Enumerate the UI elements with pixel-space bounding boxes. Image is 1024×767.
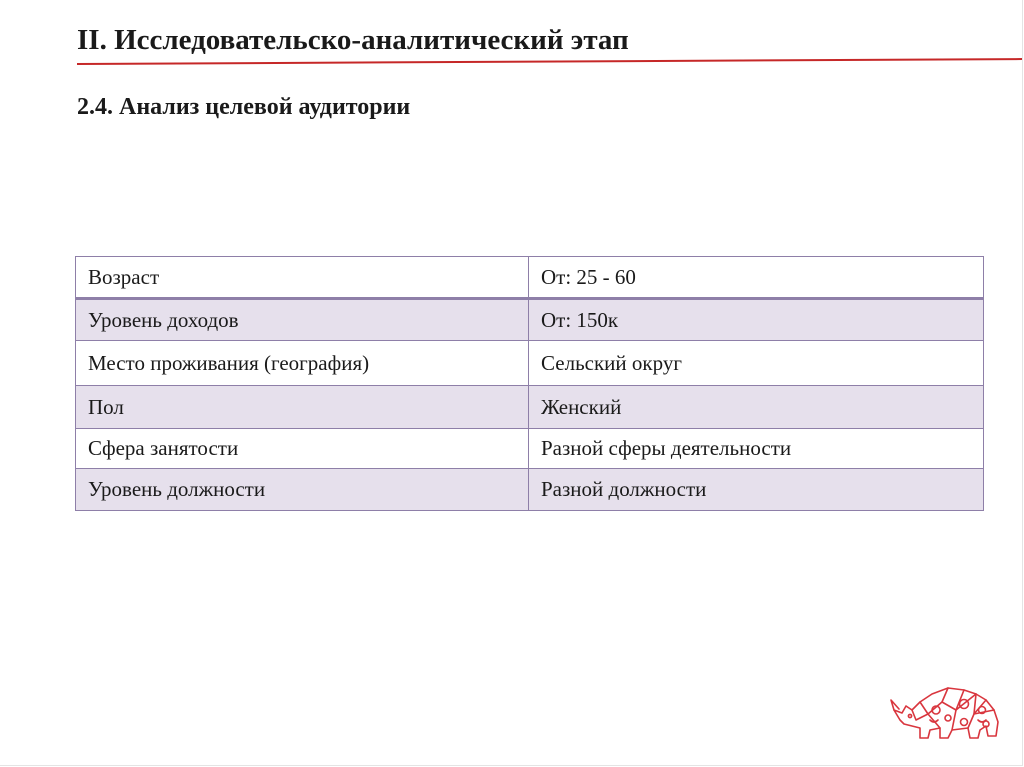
target-audience-table [75,256,984,511]
row-value: Разной сферы деятельности [529,429,984,469]
slide-title: II. Исследовательско-аналитический этап [77,24,629,56]
row-label: Сфера занятости [76,429,529,469]
row-label: Уровень доходов [76,299,529,341]
rhino-logo-icon [890,680,1002,742]
row-value: Разной должности [529,469,984,511]
row-label: Место проживания (география) [76,341,529,386]
row-value: От: 150к [529,299,984,341]
table-row [76,257,984,299]
row-value: Сельский округ [529,341,984,386]
title-underline [77,58,1022,64]
row-label: Уровень должности [76,469,529,511]
table-row [76,341,984,386]
table-row [76,386,984,429]
table-row [76,299,984,341]
row-label: Возраст [76,257,529,299]
row-value: Женский [529,386,984,429]
slide-subtitle: 2.4. Анализ целевой аудитории [77,94,411,120]
table-row [76,469,984,511]
table-row [76,429,984,469]
row-label: Пол [76,386,529,429]
row-value: От: 25 - 60 [529,257,984,299]
